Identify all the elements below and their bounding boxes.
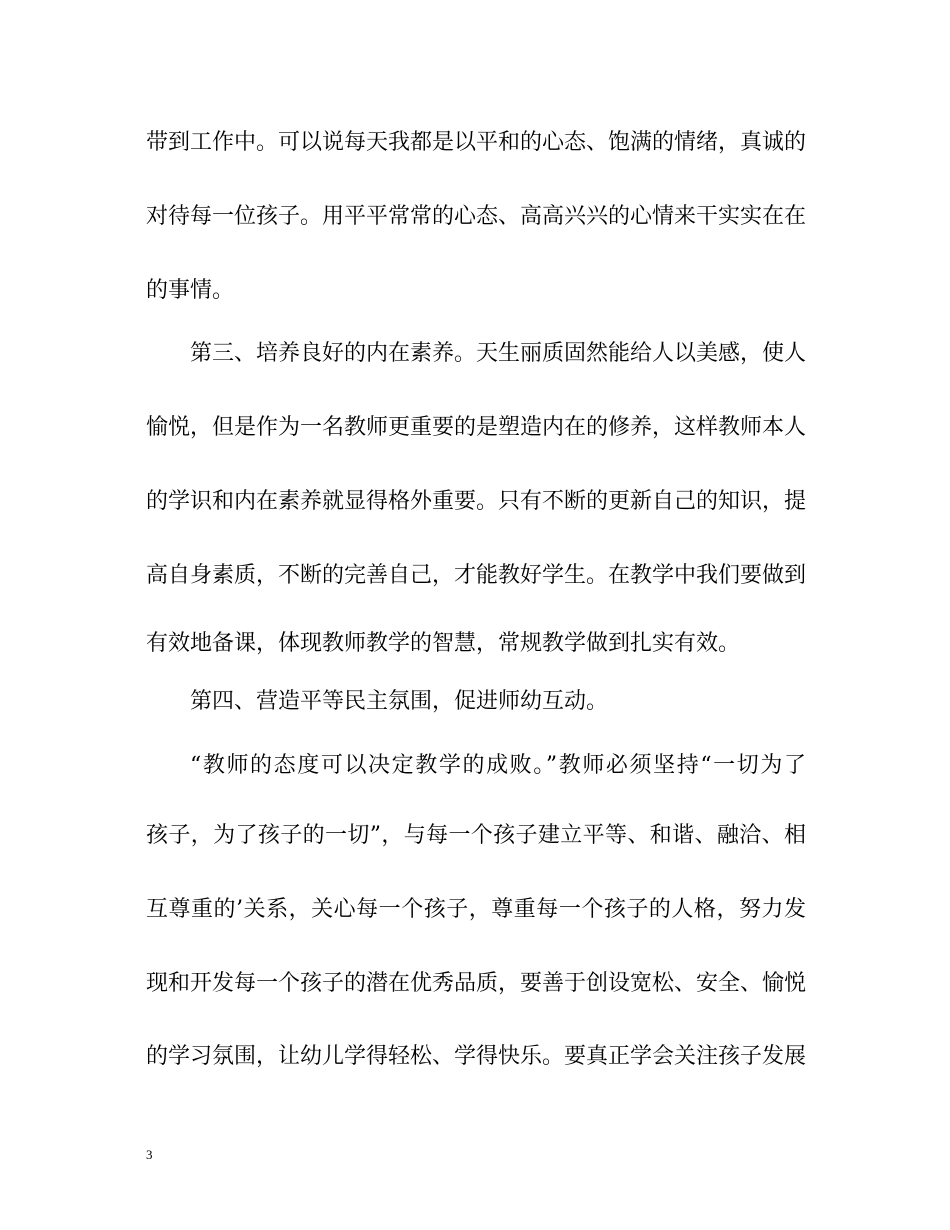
text-line: 的事情。 — [146, 278, 235, 303]
text-line: 现和开发每一个孩子的潜在优秀品质，要善于创设宽松、安全、愉悦 — [146, 971, 806, 996]
text-line: 的学习氛围，让幼儿学得轻松、学得快乐。要真正学会关注孩子发展 — [146, 1044, 806, 1069]
text-line: 孩子，为了孩子的一切”，与每一个孩子建立平等、和谐、融洽、相 — [146, 823, 806, 848]
paragraph-first-line: 第四、营造平等民主氛围，促进师幼互动。 — [190, 689, 609, 714]
paragraph-first-line: 第三、培养良好的内在素养。天生丽质固然能给人以美感，使人 — [190, 341, 806, 366]
text-line: 带到工作中。可以说每天我都是以平和的心态、饱满的情绪，真诚的 — [146, 130, 806, 155]
page-number: 3 — [146, 1147, 153, 1162]
text-line: 对待每一位孩子。用平平常常的心态、高高兴兴的心情来干实实在在 — [146, 204, 806, 229]
paragraph-first-line: “教师的态度可以决定教学的成败。”教师必须坚持“一切为了 — [190, 753, 806, 778]
text-line: 互尊重的’关系，关心每一个孩子，尊重每一个孩子的人格，努力发 — [146, 897, 806, 922]
text-line: 有效地备课，体现教师教学的智慧，常规教学做到扎实有效。 — [146, 631, 741, 656]
text-line: 高自身素质，不断的完善自己，才能教好学生。在教学中我们要做到 — [146, 563, 806, 588]
text-line: 的学识和内在素养就显得格外重要。只有不断的更新自己的知识，提 — [146, 489, 806, 514]
text-line: 愉悦，但是作为一名教师更重要的是塑造内在的修养，这样教师本人 — [146, 415, 806, 440]
